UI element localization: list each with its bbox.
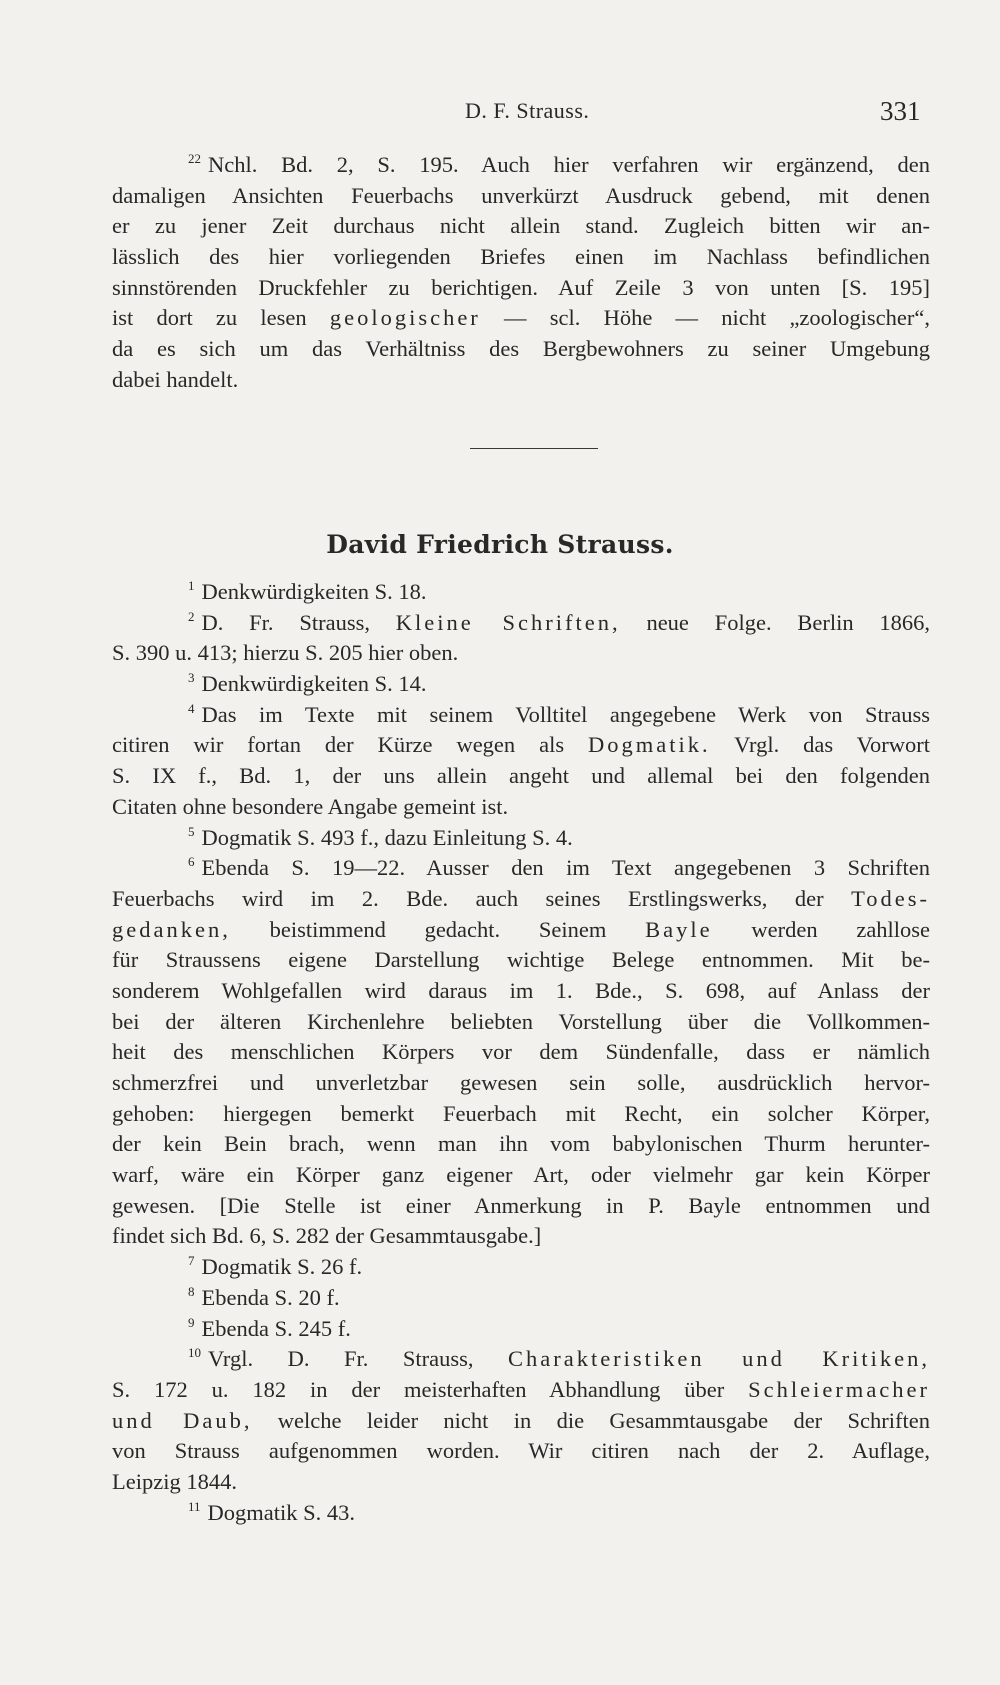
footnote-number: 2 [188,608,195,624]
footnote-line: gewesen. [Die Stelle ist einer Anmerkung in P. Bayle entnommen und [112,1192,930,1218]
footnote-2: $^2$ D. Fr. Strauss, Kleine Schriften, neue Folge. Berlin 1866, [188,608,931,635]
footnote-number: 8 [188,1283,195,1299]
footnote-line: dabei handelt. [112,366,239,392]
footnote-number: 9 [188,1314,195,1330]
footnote-6: $^6$ Ebenda S. 19—22. Ausser den im Text angegebenen 3 Schriften [188,854,930,881]
footnote-line: und Daub, welche leider nicht in die Gesammtausgabe der Schriften [112,1407,930,1433]
footnote-line: $^{22}$ Nchl. Bd. 2, S. 195. Auch hier verfahren wir ergänzend, den [188,151,930,177]
footnote-line: warf, wäre ein Körper ganz eigener Art, oder vielmehr gar kein Körper [112,1162,930,1188]
footnote-7: $^7$ Dogmatik S. 26 f. [188,1253,363,1280]
footnote-line: von Strauss aufgenommen worden. Wir citiren nach der 2. Auflage, [112,1438,930,1464]
footnote-line: Leipzig 1844. [112,1468,237,1494]
separator-rule [470,448,598,449]
footnote-line: Feuerbachs wird im 2. Bde. auch seines Erstlingswerks, der Todes- [112,885,931,911]
footnote-line: sonderem Wohlgefallen wird daraus im 1. Bde., S. 698, auf Anlass der [112,977,930,1003]
footnote-line: für Straussens eigene Darstellung wichtige Belege entnommen. Mit be- [112,947,930,973]
footnote-number: 1 [188,578,195,593]
footnote-11: $^{11}$ Dogmatik S. 43. [188,1498,356,1525]
spaced-emphasis: Todes- [851,885,931,911]
page-header [0,92,1000,132]
footnote-line: gehoben: hiergegen bemerkt Feuerbach mit Recht, ein solcher Körper, [112,1100,930,1126]
page-number: 331 [880,96,921,126]
footnote-line: Citaten ohne besondere Angabe gemeint ist. [112,793,509,819]
footnote-number: 11 [188,1498,201,1514]
spaced-emphasis: geologischer [329,305,481,331]
footnote-number: 7 [188,1253,195,1269]
footnote-line: findet sich Bd. 6, S. 282 der Gesammtausgabe.] [112,1223,542,1249]
footnote-line: schmerzfrei und unverletzbar gewesen sein solle, ausdrücklich hervor- [112,1070,930,1095]
running-title: D. F. Strauss. [465,98,590,123]
footnote-3: $^3$ Denkwürdigkeiten S. 14. [188,670,427,697]
footnote-line: S. 172 u. 182 in der meisterhaften Abhandlung über Schleiermacher [112,1376,931,1402]
footnote-line: gedanken, beistimmend gedacht. Seinem Bayle werden zahllose [112,916,931,942]
spaced-emphasis: gedanken, [112,916,231,942]
footnote-number: 10 [188,1345,201,1361]
footnote-number: 22 [188,151,201,166]
spaced-emphasis: Dogmatik. [588,732,711,758]
footnote-line: lässlich des hier vorliegenden Briefes einen im Nachlass befindlichen [112,244,930,270]
spaced-emphasis: und Daub, [112,1407,253,1433]
spaced-emphasis: Kleine Schriften, [395,609,621,635]
spaced-emphasis: Bayle [645,916,713,942]
footnote-1: $^1$ Denkwürdigkeiten S. 18. [188,578,427,604]
footnote-4: $^4$ Das im Texte mit seinem Volltitel angegebene Werk von Strauss [188,700,930,727]
spaced-emphasis: Schleiermacher [748,1376,931,1402]
footnote-number: 3 [188,670,195,686]
footnote-number: 5 [188,823,195,839]
footnote-8: $^8$ Ebenda S. 20 f. [188,1283,340,1310]
footnote-22 [112,150,930,396]
footnotes-list [112,577,930,1528]
footnote-line: er zu jener Zeit durchaus nicht allein stand. Zugleich bitten wir an- [112,213,930,239]
footnote-line: ist dort zu lesen geologischer — scl. Höhe — nicht „zoologischer“, [112,305,931,331]
spaced-emphasis: Charakteristiken und Kritiken, [507,1346,930,1372]
footnote-line: der kein Bein brach, wenn man ihn vom babylonischen Thurm herunter- [112,1131,930,1157]
footnote-line: sinnstörenden Druckfehler zu berichtigen. Auf Zeile 3 von unten [S. 195] [112,274,930,300]
footnote-line: heit des menschlichen Körpers vor dem Sündenfalle, dass er nämlich [112,1039,930,1065]
footnote-line: bei der älteren Kirchenlehre beliebten Vorstellung über die Vollkommen- [112,1008,930,1034]
section-title: David Friedrich Strauss. [326,530,674,559]
footnote-number: 4 [188,700,195,716]
footnote-5: $^5$ Dogmatik S. 493 f., dazu Einleitung S. 4. [188,823,573,850]
footnote-line: da es sich um das Verhältniss des Bergbewohners zu seiner Umgebung [112,336,930,362]
footnote-line: damaligen Ansichten Feuerbachs unverkürzt Ausdruck gebend, mit denen [112,182,930,208]
footnote-10: $^{10}$ Vrgl. D. Fr. Strauss, Charakteristiken und Kritiken, [188,1345,930,1372]
footnote-9: $^9$ Ebenda S. 245 f. [188,1314,351,1341]
footnote-line: citiren wir fortan der Kürze wegen als Dogmatik. Vrgl. das Vorwort [112,732,931,758]
footnote-line: S. IX f., Bd. 1, der uns allein angeht und allemal bei den folgenden [112,763,930,789]
footnote-line: S. 390 u. 413; hierzu S. 205 hier oben. [112,640,459,666]
footnote-number: 6 [188,854,195,870]
